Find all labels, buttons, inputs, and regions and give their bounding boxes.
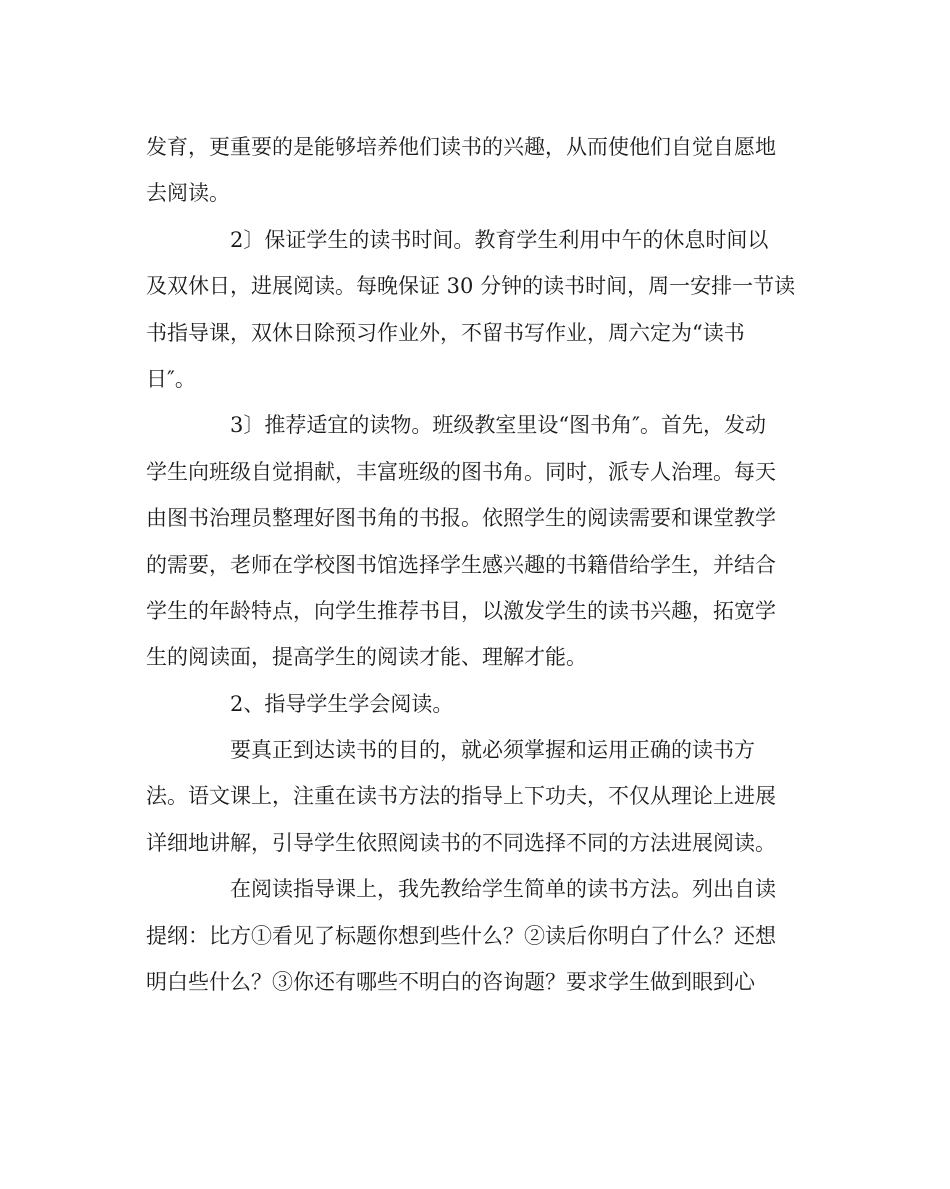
text-line: 学生的年龄特点，向学生推荐书目，以激发学生的读书兴趣，拓宽学: [146, 598, 776, 623]
text-line: 生的阅读面，提高学生的阅读才能、理解才能。: [146, 645, 587, 670]
text-line: 由图书治理员整理好图书角的书报。依照学生的阅读需要和课堂教学: [146, 506, 776, 531]
text-line: 去阅读。: [146, 181, 230, 206]
text-line: 书指导课，双休日除预习作业外，不留书写作业，周六定为“读书: [146, 320, 745, 345]
text-line: 明白些什么？③你还有哪些不明白的咨询题？要求学生做到眼到心: [146, 970, 755, 995]
text-line: 日″。: [146, 366, 196, 391]
text-line: 学生向班级自觉捐献，丰富班级的图书角。同时，派专人治理。每天: [146, 459, 776, 484]
document-body: [146, 124, 806, 1005]
text-line: 及双休日，进展阅读。每晚保证 30 分钟的读书时间，周一安排一节读: [146, 274, 796, 299]
section-heading-line: 2、指导学生学会阅读。: [230, 691, 454, 716]
text-line: 法。语文课上，注重在读书方法的指导上下功夫，不仅从理论上进展: [146, 784, 776, 809]
text-line: 的需要，老师在学校图书馆选择学生感兴趣的书籍借给学生，并结合: [146, 552, 776, 577]
paragraph-start-line: 3〕推荐适宜的读物。班级教室里设“图书角″。首先，发动: [230, 413, 766, 438]
text-line: 详细地讲解，引导学生依照阅读书的不同选择不同的方法进展阅读。: [146, 830, 776, 855]
text-line: 发育，更重要的是能够培养他们读书的兴趣，从而使他们自觉自愿地: [146, 135, 776, 159]
paragraph-start-line: 要真正到达读书的目的，就必须掌握和运用正确的读书方: [230, 738, 755, 763]
paragraph-start-line: 2〕保证学生的读书时间。教育学生利用中午的休息时间以: [230, 227, 769, 252]
text-line: 提纲：比方①看见了标题你想到些什么？②读后你明白了什么？还想: [146, 923, 776, 948]
paragraph-start-line: 在阅读指导课上，我先教给学生简单的读书方法。列出自读: [230, 877, 776, 902]
